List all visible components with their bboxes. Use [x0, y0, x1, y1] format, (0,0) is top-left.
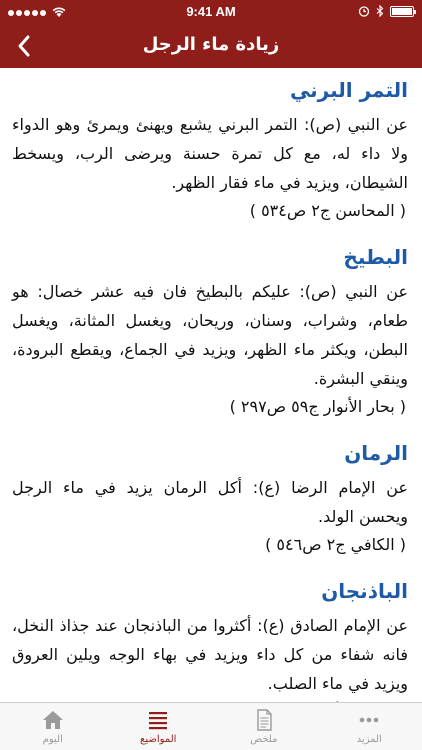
- section-barni-dates: [12, 78, 408, 225]
- tab-label: اليوم: [42, 734, 63, 745]
- section-source: ( الكافي ج٢ ص٥٤٦ ): [265, 535, 406, 554]
- tab-bar: [0, 702, 422, 750]
- page-title: زيادة ماء الرجل: [142, 34, 280, 55]
- home-icon: [41, 709, 65, 731]
- status-time: 9:41 AM: [186, 4, 236, 19]
- section-body: عن النبي (ص): عليكم بالبطيخ فان فيه عشر خصال: هو طعام، وشراب، وسنان، وريحان، ويغسل المثانة، ويغسل البطن، ويكثر ماء الظهر، ويزيد في الجماع، ويقطع البرودة، وينقي البشرة.: [12, 282, 408, 388]
- status-right: [358, 5, 414, 17]
- section-body: عن النبي (ص): التمر البرني يشبع ويهنئ ويمرئ وهو الدواء ولا داء له، مع كل تمرة حسنة ويرضى الرب، ويسخط الشيطان، ويزيد في ماء فقار الظهر.: [12, 115, 408, 192]
- section-source: ( بحار الأنوار ج٥٩ ص٢٩٧ ): [229, 397, 406, 416]
- section-body: عن الإمام الصادق (ع): أكثروا من الباذنجان عند جذاذ النخل، فانه شفاء من كل داء ويزيد في بهاء الوجه ويلين العروق ويزيد في ماء الصلب.: [12, 616, 408, 693]
- tab-label: المواضيع: [140, 734, 177, 745]
- bluetooth-icon: [376, 5, 384, 17]
- more-icon: [357, 709, 381, 731]
- status-bar: [0, 0, 422, 24]
- section-body: عن الإمام الرضا (ع): أكل الرمان يزيد في ماء الرجل ويحسن الولد.: [12, 478, 408, 526]
- tab-label: المزيد: [356, 734, 382, 745]
- alarm-icon: [358, 5, 370, 17]
- tab-topics[interactable]: [106, 703, 212, 750]
- section-title: الرمان: [344, 441, 408, 465]
- section-pomegranate: [12, 441, 408, 559]
- navigation-bar: [0, 24, 422, 68]
- chevron-left-icon: [17, 35, 31, 57]
- section-title: البطيخ: [343, 245, 408, 269]
- content-scroll[interactable]: [0, 68, 422, 702]
- tab-label: ملخص: [250, 734, 278, 745]
- section-title: الباذنجان: [321, 579, 408, 603]
- tab-today[interactable]: [0, 703, 106, 750]
- section-watermelon: [12, 245, 408, 421]
- list-icon: [146, 709, 170, 731]
- battery-icon: [390, 6, 414, 17]
- section-title: التمر البرني: [289, 78, 408, 102]
- tab-summary[interactable]: [211, 703, 317, 750]
- tab-more[interactable]: [317, 703, 422, 750]
- section-source: ( المحاسن ج٢ ص٥٣٤ ): [249, 201, 406, 220]
- document-icon: [252, 709, 276, 731]
- back-button[interactable]: [8, 30, 40, 62]
